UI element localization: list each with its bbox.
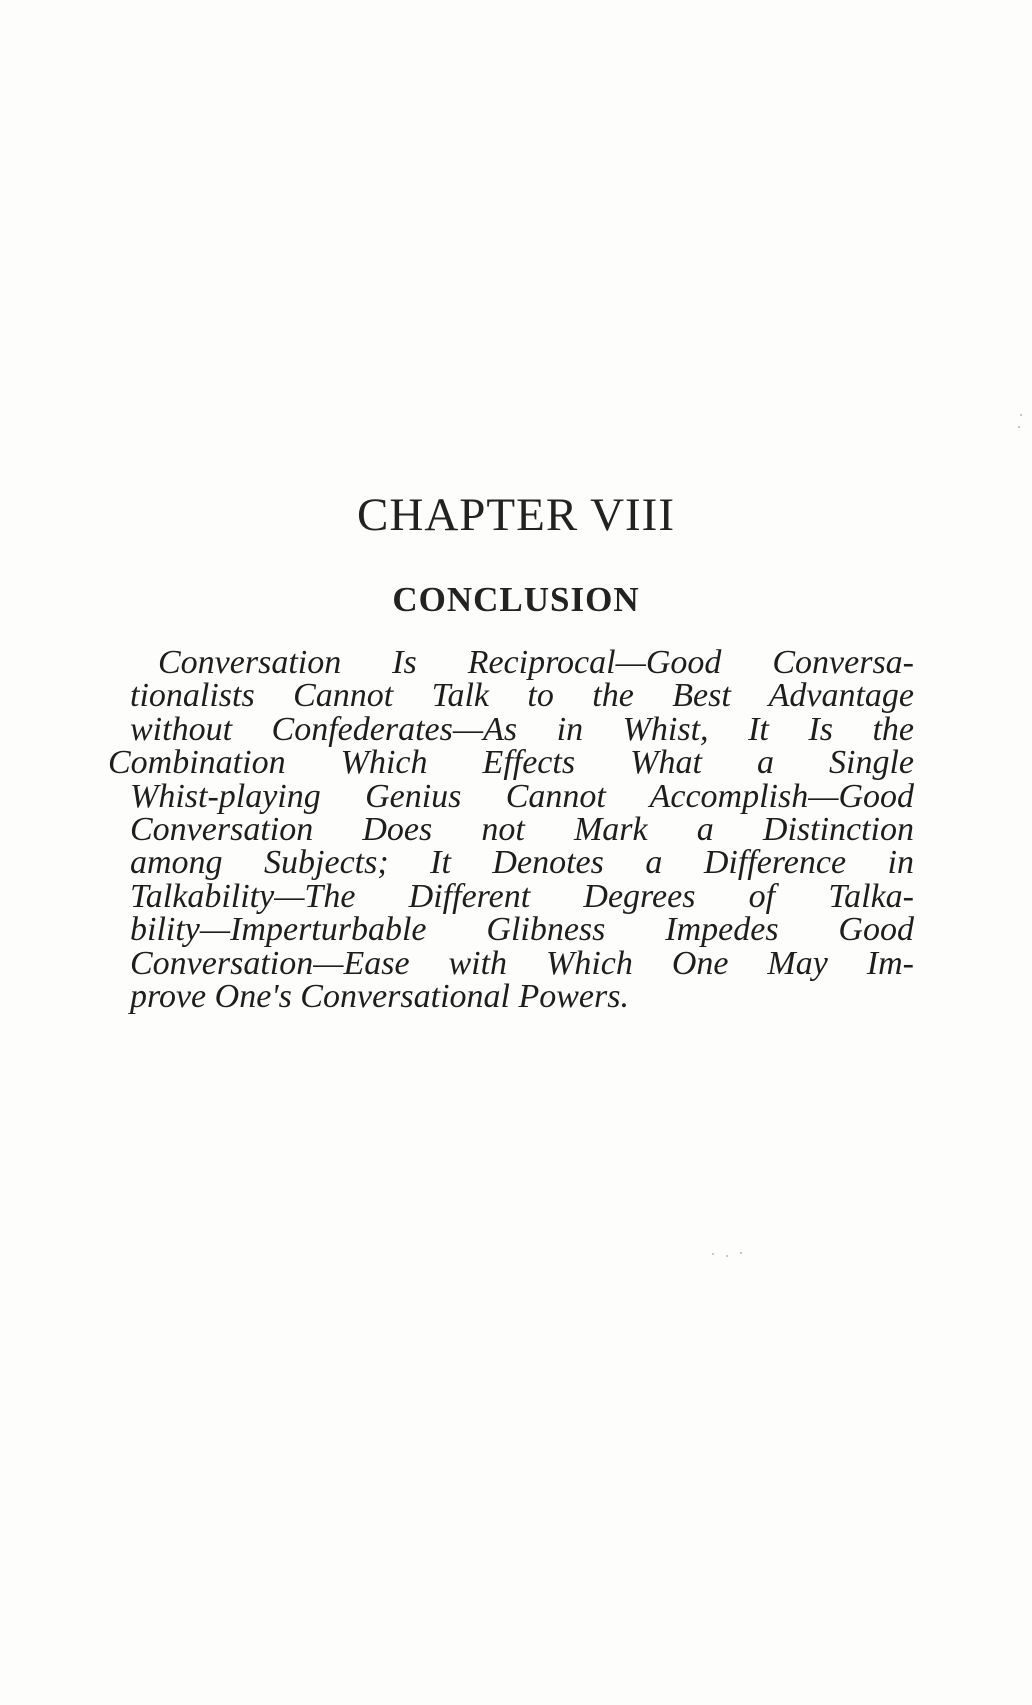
synopsis-line: Whist-playing Genius Cannot Accomplish—Good <box>130 777 914 815</box>
synopsis-line: Talkability—The Different Degrees of Talka- <box>130 877 914 915</box>
paper-speck <box>712 1253 714 1255</box>
synopsis-line: among Subjects; It Denotes a Difference in <box>130 844 914 882</box>
chapter-synopsis <box>108 646 914 1013</box>
chapter-title: CHAPTER VIII <box>357 489 675 541</box>
synopsis-line: tionalists Cannot Talk to the Best Advantage <box>130 677 914 715</box>
synopsis-line: without Confederates—As in Whist, It Is the <box>130 710 914 748</box>
paper-speck <box>740 1252 742 1254</box>
paper-speck <box>1018 426 1020 428</box>
synopsis-line: Conversation Is Reciprocal—Good Conversa- <box>158 644 914 681</box>
paper-speck <box>1020 414 1022 416</box>
paper-speck <box>726 1255 728 1257</box>
synopsis-line: prove One's Conversational Powers. <box>130 977 629 1015</box>
synopsis-line: Conversation Does not Mark a Distinction <box>130 810 914 848</box>
chapter-subtitle: CONCLUSION <box>392 580 640 619</box>
synopsis-line: bility—Imperturbable Glibness Impedes Good <box>130 911 914 949</box>
synopsis-line: Combination Which Effects What a Single <box>108 744 914 782</box>
synopsis-line: Conversation—Ease with Which One May Im- <box>130 944 914 982</box>
